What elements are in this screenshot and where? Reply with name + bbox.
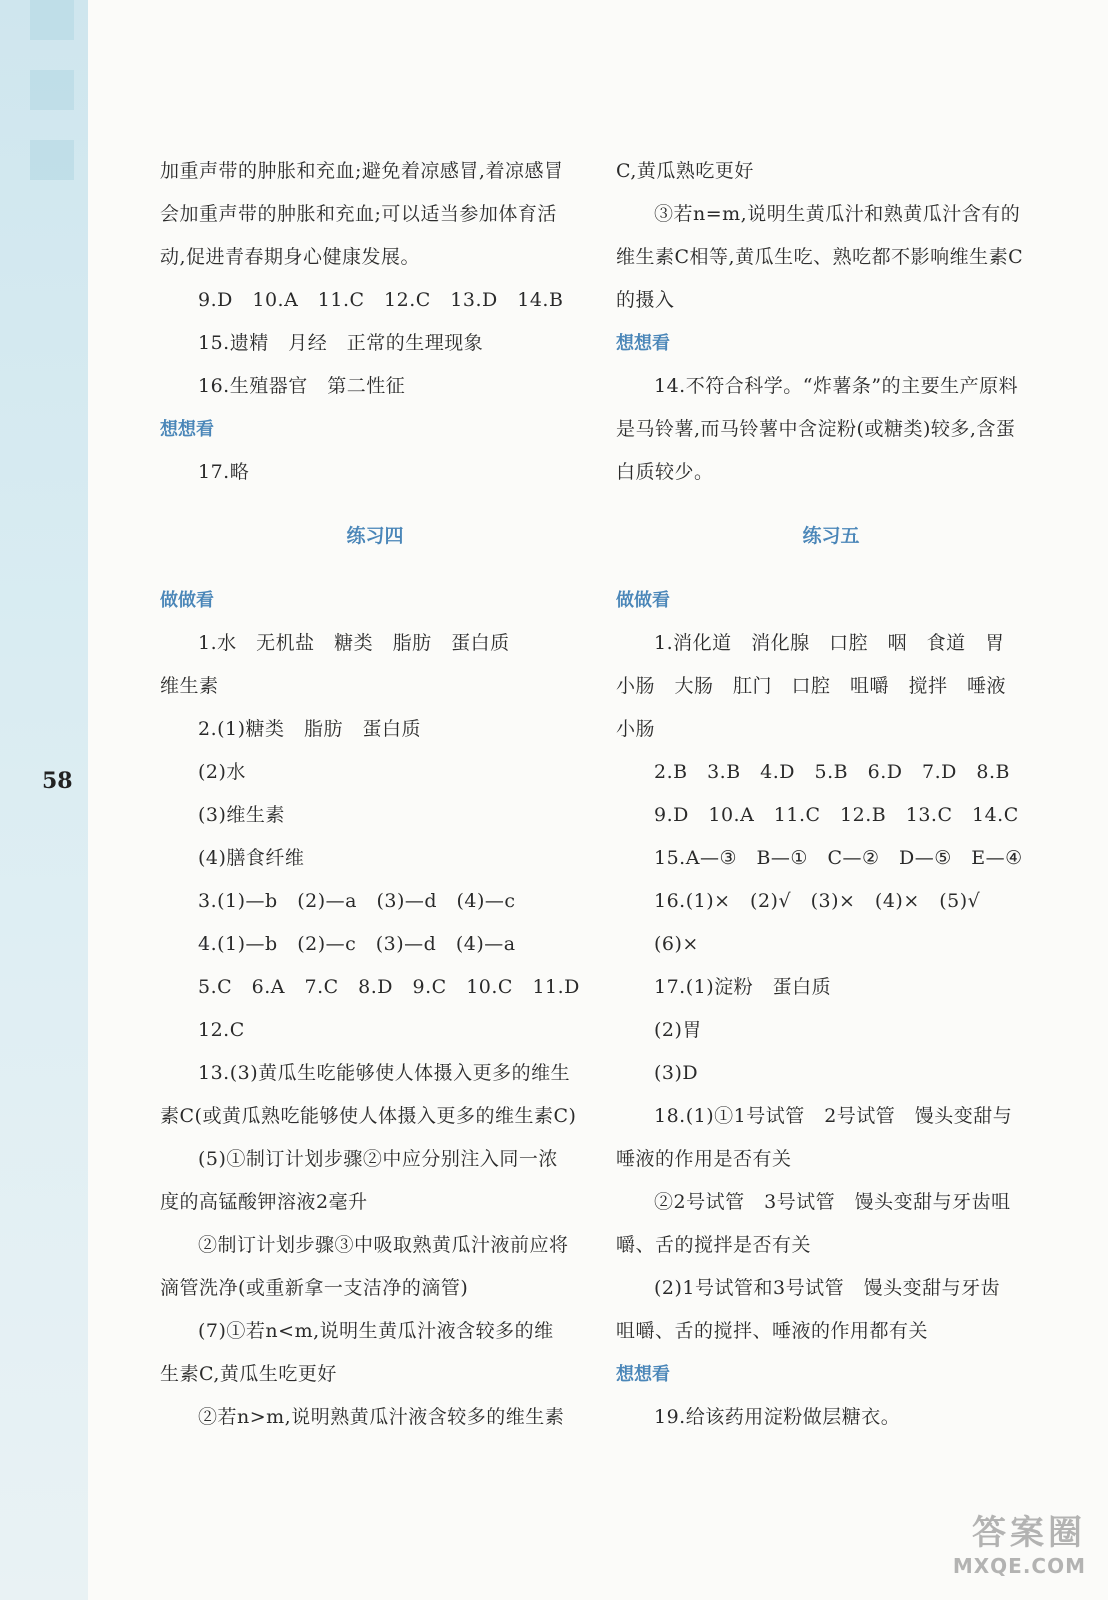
- answer-line: ②2号试管 3号试管 馒头变甜与牙齿咀: [654, 1191, 1011, 1213]
- exercise-4-answers: [160, 622, 590, 1439]
- text-line: 动,促进青春期身心健康发展。: [160, 246, 421, 268]
- page-number: 58: [42, 768, 73, 794]
- answer-line: 9.D 10.A 11.C 12.B 13.C 14.C: [654, 804, 1019, 826]
- right-top-text: [616, 150, 1046, 322]
- answer-line: 白质较少。: [616, 461, 714, 483]
- answer-line: 18.(1)①1号试管 2号试管 馒头变甜与: [654, 1105, 1013, 1127]
- answer-line: 5.C 6.A 7.C 8.D 9.C 10.C 11.D: [198, 976, 580, 998]
- answer-line: 生素C,黄瓜生吃更好: [160, 1363, 337, 1385]
- answer-line: 小肠 大肠 肛门 口腔 咀嚼 搅拌 唾液: [616, 675, 1007, 697]
- strip-block: [30, 140, 74, 180]
- answer-line: 滴管洗净(或重新拿一支洁净的滴管): [160, 1277, 469, 1299]
- section-title-exercise-4: 练习四: [346, 525, 404, 547]
- text-line: 加重声带的肿胀和充血;避免着凉感冒,着凉感冒: [160, 160, 564, 182]
- answer-line: 2.B 3.B 4.D 5.B 6.D 7.D 8.B: [654, 761, 1010, 783]
- answer-line: (6)×: [654, 933, 699, 955]
- answer-line: 维生素: [160, 675, 219, 697]
- answer-line: 12.C: [198, 1019, 245, 1041]
- answer-line: 14.不符合科学。“炸薯条”的主要生产原料: [654, 375, 1019, 397]
- answer-line: 15.A—③ B—① C—② D—⑤ E—④: [654, 847, 1023, 869]
- answer-line: ③若n=m,说明生黄瓜汁和熟黄瓜汁含有的: [654, 203, 1021, 225]
- answer-line: 小肠: [616, 718, 656, 740]
- think-heading: 想想看: [616, 333, 670, 354]
- answer-line: 咀嚼、舌的搅拌、唾液的作用都有关: [616, 1320, 929, 1342]
- watermark-logo: [953, 1505, 1086, 1578]
- left-column: [160, 150, 590, 1439]
- answer-line: 9.D 10.A 11.C 12.C 13.D 14.B: [198, 289, 564, 311]
- answer-line: ②制订计划步骤③中吸取熟黄瓜汁液前应将: [198, 1234, 569, 1256]
- think-answers: [616, 365, 1046, 494]
- answer-line: 1.水 无机盐 糖类 脂肪 蛋白质: [198, 632, 510, 654]
- answer-line: 4.(1)—b (2)—c (3)—d (4)—a: [198, 933, 516, 955]
- answer-line: 17.(1)淀粉 蛋白质: [654, 976, 832, 998]
- answer-line: 16.(1)× (2)√ (3)× (4)× (5)√: [654, 890, 981, 912]
- answer-line: 13.(3)黄瓜生吃能够使人体摄入更多的维生: [198, 1062, 571, 1084]
- answer-line: 2.(1)糖类 脂肪 蛋白质: [198, 718, 422, 740]
- watermark-title: 答案圈: [972, 1513, 1086, 1553]
- answer-line: (3)维生素: [198, 804, 285, 826]
- answer-line: 度的高锰酸钾溶液2毫升: [160, 1191, 368, 1213]
- strip-block: [30, 70, 74, 110]
- answer-line: 唾液的作用是否有关: [616, 1148, 792, 1170]
- answer-line: ②若n>m,说明熟黄瓜汁液含较多的维生素: [198, 1406, 565, 1428]
- answer-line: 3.(1)—b (2)—a (3)—d (4)—c: [198, 890, 516, 912]
- section-title-exercise-5: 练习五: [802, 525, 860, 547]
- side-decoration-strip: [0, 0, 88, 1600]
- answer-line: 17.略: [198, 461, 250, 483]
- answer-line: (7)①若n<m,说明生黄瓜汁液含较多的维: [198, 1320, 554, 1342]
- answer-line: 是马铃薯,而马铃薯中含淀粉(或糖类)较多,含蛋: [616, 418, 1016, 440]
- answer-line: 素C(或黄瓜熟吃能够使人体摄入更多的维生素C): [160, 1105, 577, 1127]
- answer-line: C,黄瓜熟吃更好: [616, 160, 754, 182]
- do-heading: 做做看: [616, 590, 670, 611]
- answer-line: 的摄入: [616, 289, 675, 311]
- answer-line: 15.遗精 月经 正常的生理现象: [198, 332, 484, 354]
- answer-line: (2)1号试管和3号试管 馒头变甜与牙齿: [654, 1277, 1001, 1299]
- watermark-url: MXQE.COM: [952, 1554, 1086, 1578]
- think-answers: [616, 1396, 1046, 1439]
- text-line: 会加重声带的肿胀和充血;可以适当参加体育活: [160, 203, 557, 225]
- think-heading: 想想看: [160, 419, 214, 440]
- answer-line: 维生素C相等,黄瓜生吃、熟吃都不影响维生素C: [616, 246, 1024, 268]
- think-heading: 想想看: [616, 1364, 670, 1385]
- answer-line: 嚼、舌的搅拌是否有关: [616, 1234, 812, 1256]
- do-heading: 做做看: [160, 590, 214, 611]
- answer-line: 19.给该药用淀粉做层糖衣。: [654, 1406, 901, 1428]
- answer-line: (5)①制订计划步骤②中应分别注入同一浓: [198, 1148, 558, 1170]
- strip-block: [30, 0, 74, 40]
- left-top-text: [160, 150, 590, 279]
- answer-line: (2)胃: [654, 1019, 702, 1041]
- answer-line: (2)水: [198, 761, 246, 783]
- answer-line: 16.生殖器官 第二性征: [198, 375, 406, 397]
- answer-line: 1.消化道 消化腺 口腔 咽 食道 胃: [654, 632, 1005, 654]
- exercise-5-answers: [616, 622, 1046, 1353]
- right-column: [616, 150, 1046, 1439]
- answer-line: (4)膳食纤维: [198, 847, 305, 869]
- answer-line: (3)D: [654, 1062, 699, 1084]
